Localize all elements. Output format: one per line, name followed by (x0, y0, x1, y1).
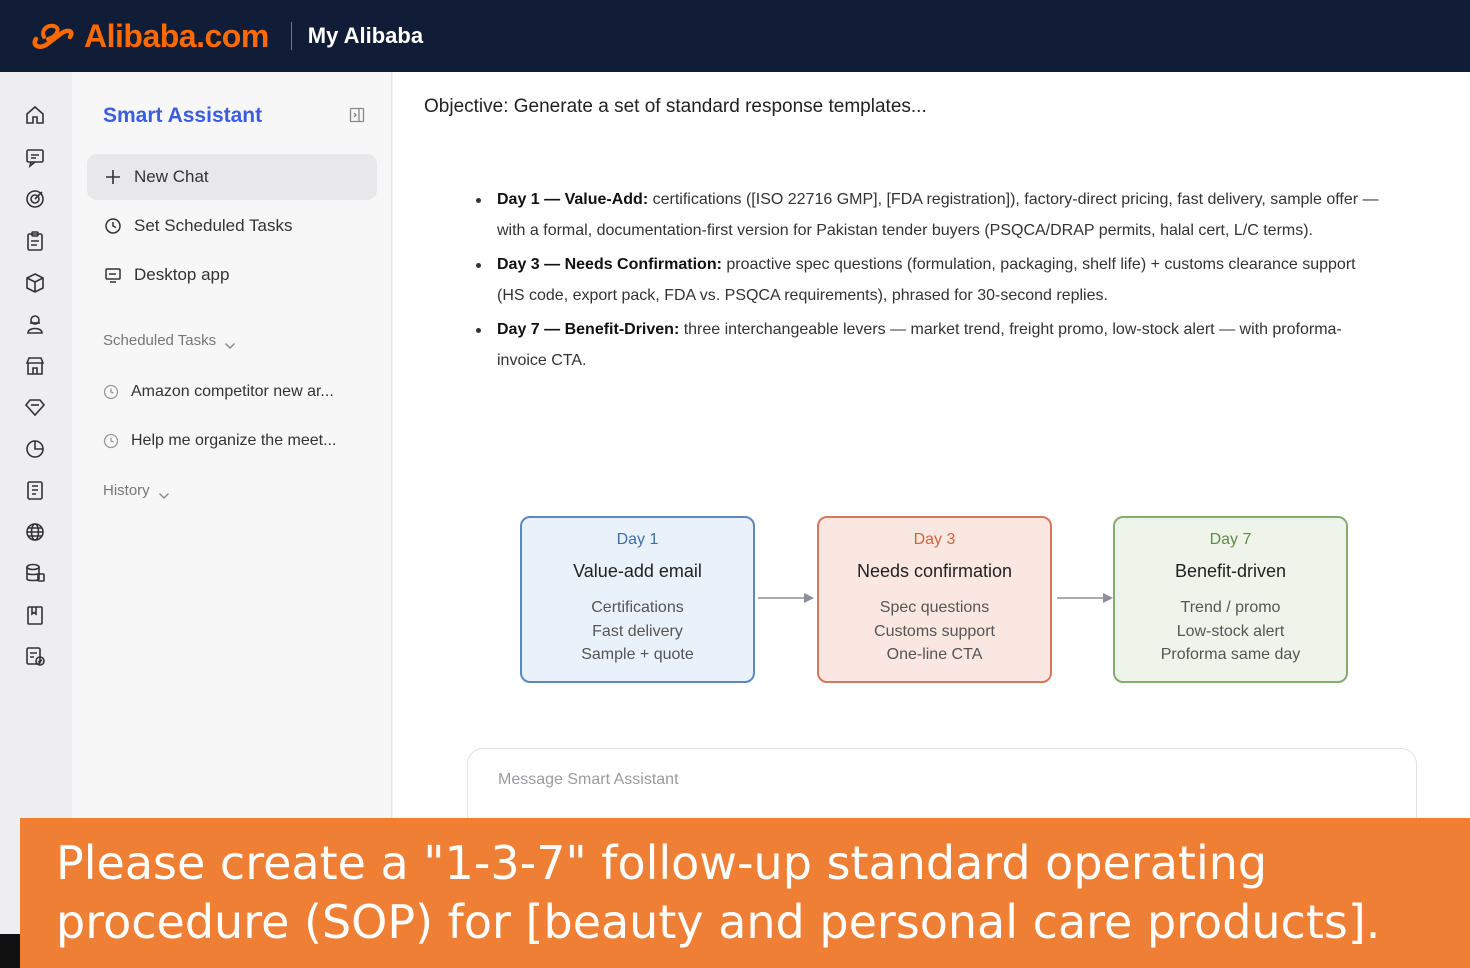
set-scheduled-tasks-button[interactable] (87, 203, 377, 249)
list-item (471, 314, 1381, 376)
section-title[interactable]: My Alibaba (307, 23, 424, 48)
flow-line: Trend / promo (1180, 599, 1281, 616)
message-icon[interactable] (24, 146, 46, 168)
bullet-heading: Day 7 — Benefit-Driven: (497, 321, 680, 338)
flow-title: Benefit-driven (1174, 561, 1287, 581)
chevron-down-icon (224, 337, 236, 345)
top-bar (0, 0, 1470, 72)
flow-title: Needs confirmation (856, 561, 1013, 581)
flow-box-day7 (1113, 516, 1348, 683)
caption-line: procedure (SOP) for [beauty and personal care products]. (56, 895, 1381, 949)
list-check-icon[interactable] (24, 645, 46, 667)
flow-line: Low-stock alert (1176, 622, 1285, 640)
database-icon[interactable] (24, 562, 46, 584)
alibaba-logo[interactable] (30, 18, 269, 55)
flow-box-day3 (817, 516, 1052, 683)
list-item (471, 249, 1381, 311)
set-scheduled-tasks-label: Set Scheduled Tasks (134, 216, 293, 235)
home-icon[interactable] (24, 104, 46, 126)
target-icon[interactable] (24, 188, 46, 210)
clock-icon (103, 384, 119, 400)
arrow-right-icon (1057, 591, 1115, 605)
list-item (471, 184, 1381, 246)
book-icon[interactable] (24, 604, 46, 626)
scheduled-task-label: Amazon competitor new ar... (131, 383, 334, 400)
clipboard-icon[interactable] (24, 230, 46, 252)
flow-line: Sample + quote (581, 646, 694, 663)
scheduled-tasks-label: Scheduled Tasks (103, 332, 217, 349)
store-icon[interactable] (24, 355, 46, 377)
history-label: History (103, 482, 150, 499)
frame-corner (0, 934, 20, 968)
history-section[interactable] (103, 482, 170, 499)
monitor-icon (104, 266, 122, 284)
arrow-right-icon (758, 591, 816, 605)
flow-line: Fast delivery (592, 622, 683, 640)
bullet-text: proactive spec questions (formulation, packaging, shelf life) + customs clearance support (HS code, export pack, FDA vs. PSQCA requirements), phrased for 30-second replies. (497, 256, 1356, 304)
plus-icon (104, 168, 122, 186)
chevron-down-icon (158, 487, 170, 495)
bullet-heading: Day 1 — Value-Add: (497, 191, 649, 208)
alibaba-mark-icon (30, 19, 78, 53)
person-icon[interactable] (24, 313, 46, 335)
desktop-app-button[interactable] (87, 252, 377, 298)
flow-line: Customs support (874, 622, 995, 640)
bullet-text: three interchangeable levers — market trend, freight promo, low-stock alert — with proforma-invoice CTA. (497, 321, 1342, 369)
bullet-heading: Day 3 — Needs Confirmation: (497, 256, 722, 273)
clock-icon (104, 217, 122, 235)
flow-day-label: Day 1 (616, 531, 659, 548)
flow-line: Certifications (591, 599, 684, 616)
document-icon[interactable] (24, 479, 46, 501)
brand-name: Alibaba.com (84, 17, 269, 54)
scheduled-tasks-section[interactable] (103, 332, 236, 349)
flow-day-label: Day 7 (1209, 531, 1252, 548)
new-chat-button[interactable] (87, 154, 377, 200)
sidebar-title: Smart Assistant (103, 104, 263, 127)
objective-heading: Objective: Generate a set of standard response templates... (424, 96, 927, 117)
flow-day-label: Day 3 (913, 531, 956, 548)
chart-pie-icon[interactable] (24, 438, 46, 460)
sop-bullet-list (471, 184, 1381, 379)
collapse-sidebar-icon[interactable] (349, 107, 365, 123)
flow-line: One-line CTA (886, 646, 983, 663)
globe-icon[interactable] (24, 521, 46, 543)
bullet-text: certifications ([ISO 22716 GMP], [FDA registration]), factory-direct pricing, fast delivery, sample offer — with a formal, documentation-first version for Pakistan tender buyers (PSQCA/DRAP permits, halal cert, L/C terms). (497, 191, 1379, 239)
clock-icon (103, 433, 119, 449)
header-divider (291, 22, 292, 50)
caption-line: Please create a "1-3-7" follow-up standard operating (56, 836, 1268, 890)
flow-line: Spec questions (879, 599, 990, 616)
scheduled-task-item[interactable] (103, 432, 373, 450)
flow-box-day1 (520, 516, 755, 683)
scheduled-task-label: Help me organize the meet... (131, 432, 337, 449)
message-input[interactable] (498, 771, 1378, 789)
tag-icon[interactable] (24, 396, 46, 418)
desktop-app-label: Desktop app (134, 265, 230, 284)
flow-line: Proforma same day (1160, 646, 1301, 663)
box-icon[interactable] (24, 272, 46, 294)
caption-banner (20, 818, 1470, 968)
flow-title: Value-add email (573, 561, 702, 581)
new-chat-label: New Chat (134, 167, 209, 186)
scheduled-task-item[interactable] (103, 383, 373, 401)
